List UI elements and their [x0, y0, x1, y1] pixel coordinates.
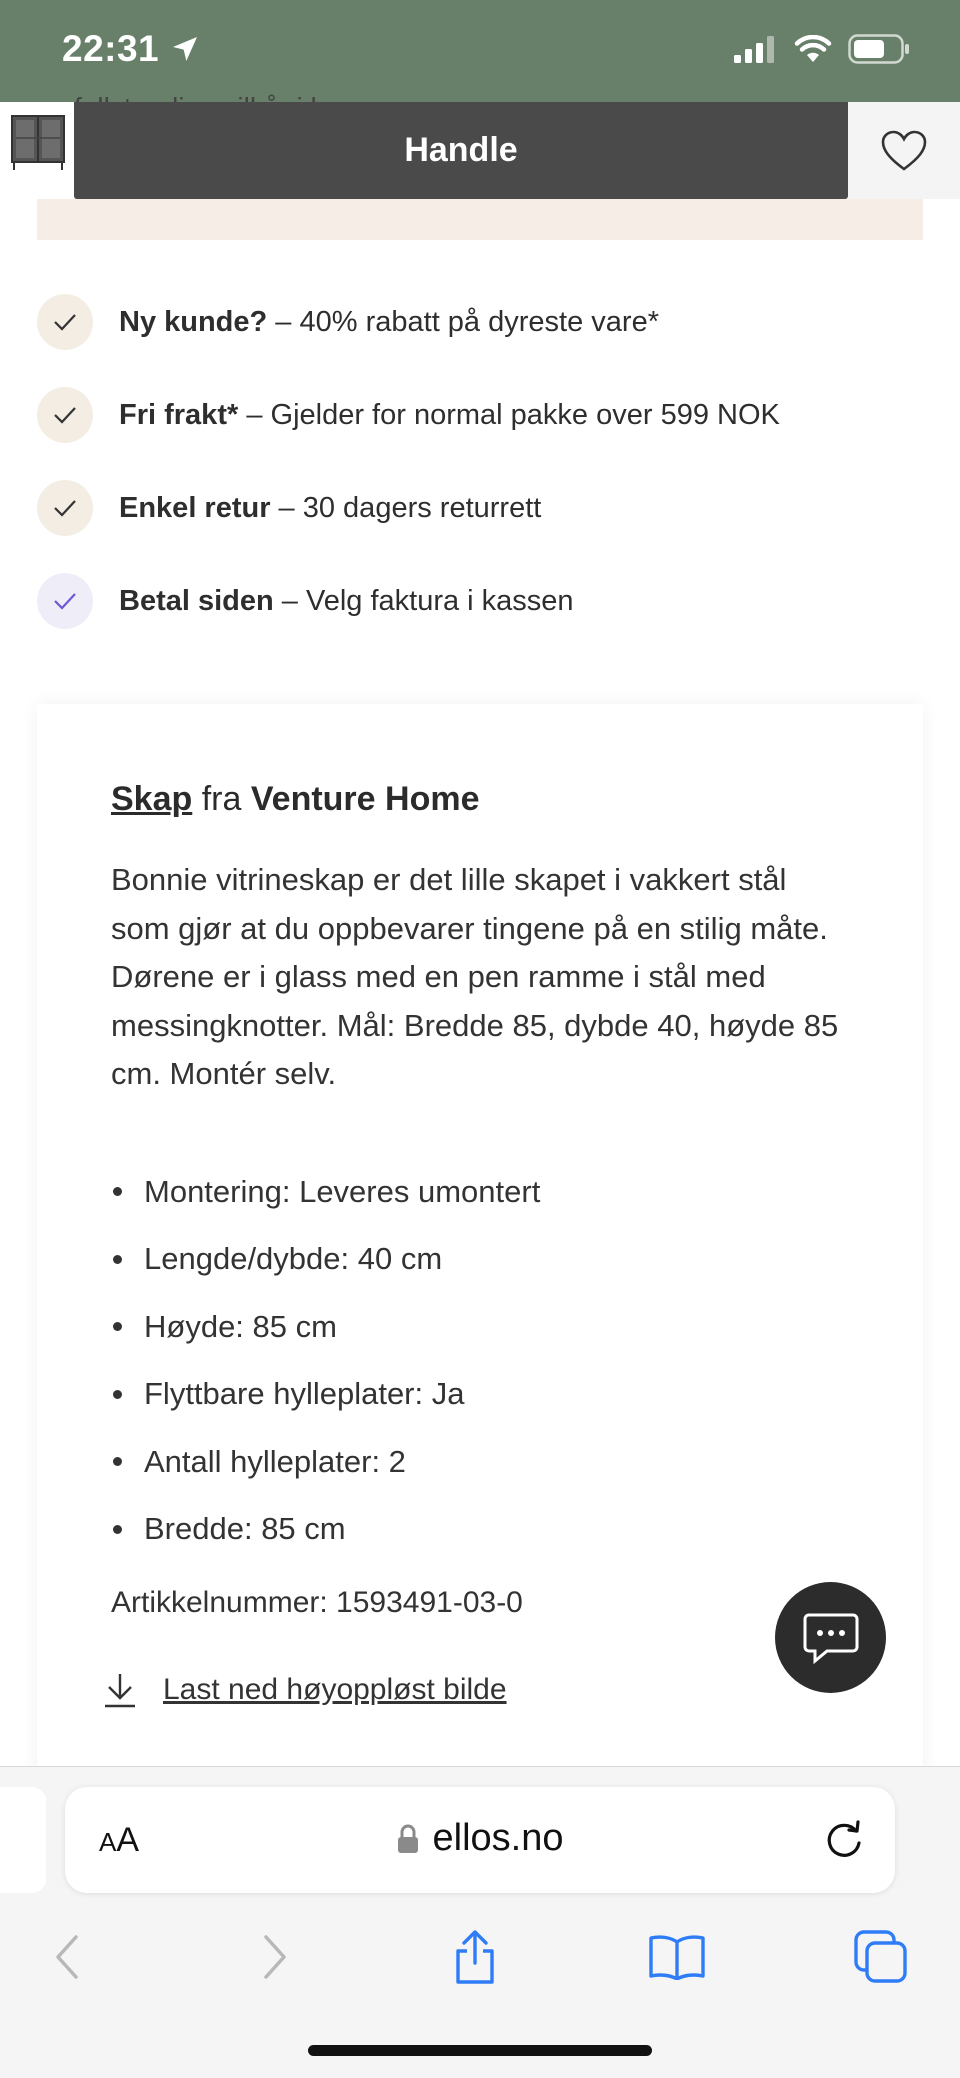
spec-item: [111, 1158, 871, 1226]
usp-item: [37, 573, 917, 629]
text-size-small: A: [99, 1827, 117, 1857]
chat-bubble-icon: [803, 1612, 859, 1664]
spec-item: [111, 1428, 871, 1496]
wifi-icon: [794, 35, 832, 63]
usp-text: Ny kunde? – 40% rabatt på dyreste vare*: [119, 305, 659, 338]
bullet: [113, 1390, 122, 1399]
browser-nav-row: [0, 1917, 960, 1997]
share-icon: [452, 1929, 498, 1985]
from-word: fra: [201, 780, 242, 818]
address-bar[interactable]: [65, 1787, 895, 1893]
usp-item: [37, 294, 917, 350]
favorite-button[interactable]: [848, 102, 960, 199]
book-icon: [648, 1934, 706, 1980]
cabinet-thumbnail-image: [10, 114, 66, 172]
chevron-right-icon: [262, 1934, 288, 1980]
spec-text: Bredde: 85 cm: [144, 1511, 346, 1547]
usp-text: Betal siden – Velg faktura i kassen: [119, 584, 574, 617]
brand-name: Venture Home: [250, 780, 480, 818]
category-link[interactable]: Skap: [111, 780, 193, 818]
spec-list: [111, 1158, 871, 1563]
back-button[interactable]: [32, 1917, 102, 1997]
product-thumbnail[interactable]: [0, 102, 74, 199]
bullet: [113, 1457, 122, 1466]
share-button[interactable]: [440, 1917, 510, 1997]
url-display[interactable]: [65, 1817, 895, 1860]
chat-button[interactable]: [775, 1582, 886, 1693]
url-text: ellos.no: [432, 1817, 564, 1859]
bullet: [113, 1187, 122, 1196]
usp-list: [37, 294, 917, 666]
status-time-group: [62, 28, 201, 70]
check-icon: [37, 573, 93, 629]
tabs-button[interactable]: [846, 1917, 916, 1997]
check-icon: [37, 387, 93, 443]
download-image-link[interactable]: Last ned høyoppløst bilde: [163, 1673, 507, 1706]
spec-item: [111, 1293, 871, 1361]
forward-button[interactable]: [240, 1917, 310, 1997]
spec-item: [111, 1496, 871, 1564]
usp-item: [37, 387, 917, 443]
download-image-row[interactable]: [103, 1672, 507, 1708]
location-arrow-icon: [169, 33, 201, 65]
spec-item: [111, 1361, 871, 1429]
product-description: Bonnie vitrineskap er det lille skapet i vakkert stål som gjør at du oppbevarer tingene på en stilig måte. Dørene er i glass med en pen ramme i stål med messingknotter. Mål: Bredde 85, dybde 40, høyde 85 cm. Montér selv.: [111, 862, 839, 1091]
usp-item: [37, 480, 917, 536]
lock-icon: [397, 1824, 419, 1854]
buy-button[interactable]: Handle: [74, 102, 848, 199]
text-size-big: A: [116, 1821, 140, 1859]
bookmarks-button[interactable]: [642, 1917, 712, 1997]
spec-item: [111, 1226, 871, 1294]
spec-text: Montering: Leveres umontert: [144, 1173, 541, 1209]
cellular-signal-icon: [734, 35, 778, 63]
download-icon: [103, 1672, 137, 1708]
browser-toolbar: [0, 1766, 960, 2078]
status-indicators: [734, 34, 910, 64]
spec-text: Flyttbare hylleplater: Ja: [144, 1376, 465, 1412]
usp-text: Enkel retur – 30 dagers returrett: [119, 491, 542, 524]
status-time: 22:31: [62, 28, 160, 69]
previous-tab-peek[interactable]: [0, 1787, 46, 1893]
bullet: [113, 1525, 122, 1534]
bullet: [113, 1322, 122, 1331]
reload-icon: [823, 1817, 865, 1861]
product-heading: [111, 780, 479, 819]
usp-text: Fri frakt* – Gjelder for normal pakke over 599 NOK: [119, 398, 780, 431]
check-icon: [37, 294, 93, 350]
spec-text: Antall hylleplater: 2: [144, 1443, 406, 1479]
spec-text: Lengde/dybde: 40 cm: [144, 1241, 443, 1277]
chevron-left-icon: [54, 1934, 80, 1980]
battery-icon: [848, 34, 910, 64]
home-indicator: [308, 2045, 652, 2056]
reload-button[interactable]: [823, 1817, 865, 1866]
article-number: Artikkelnummer: 1593491-03-0: [111, 1586, 523, 1619]
status-bar: [0, 0, 960, 102]
tabs-icon: [854, 1930, 908, 1984]
check-icon: [37, 480, 93, 536]
bullet: [113, 1255, 122, 1264]
spec-text: Høyde: 85 cm: [144, 1308, 337, 1344]
heart-icon: [881, 130, 927, 172]
